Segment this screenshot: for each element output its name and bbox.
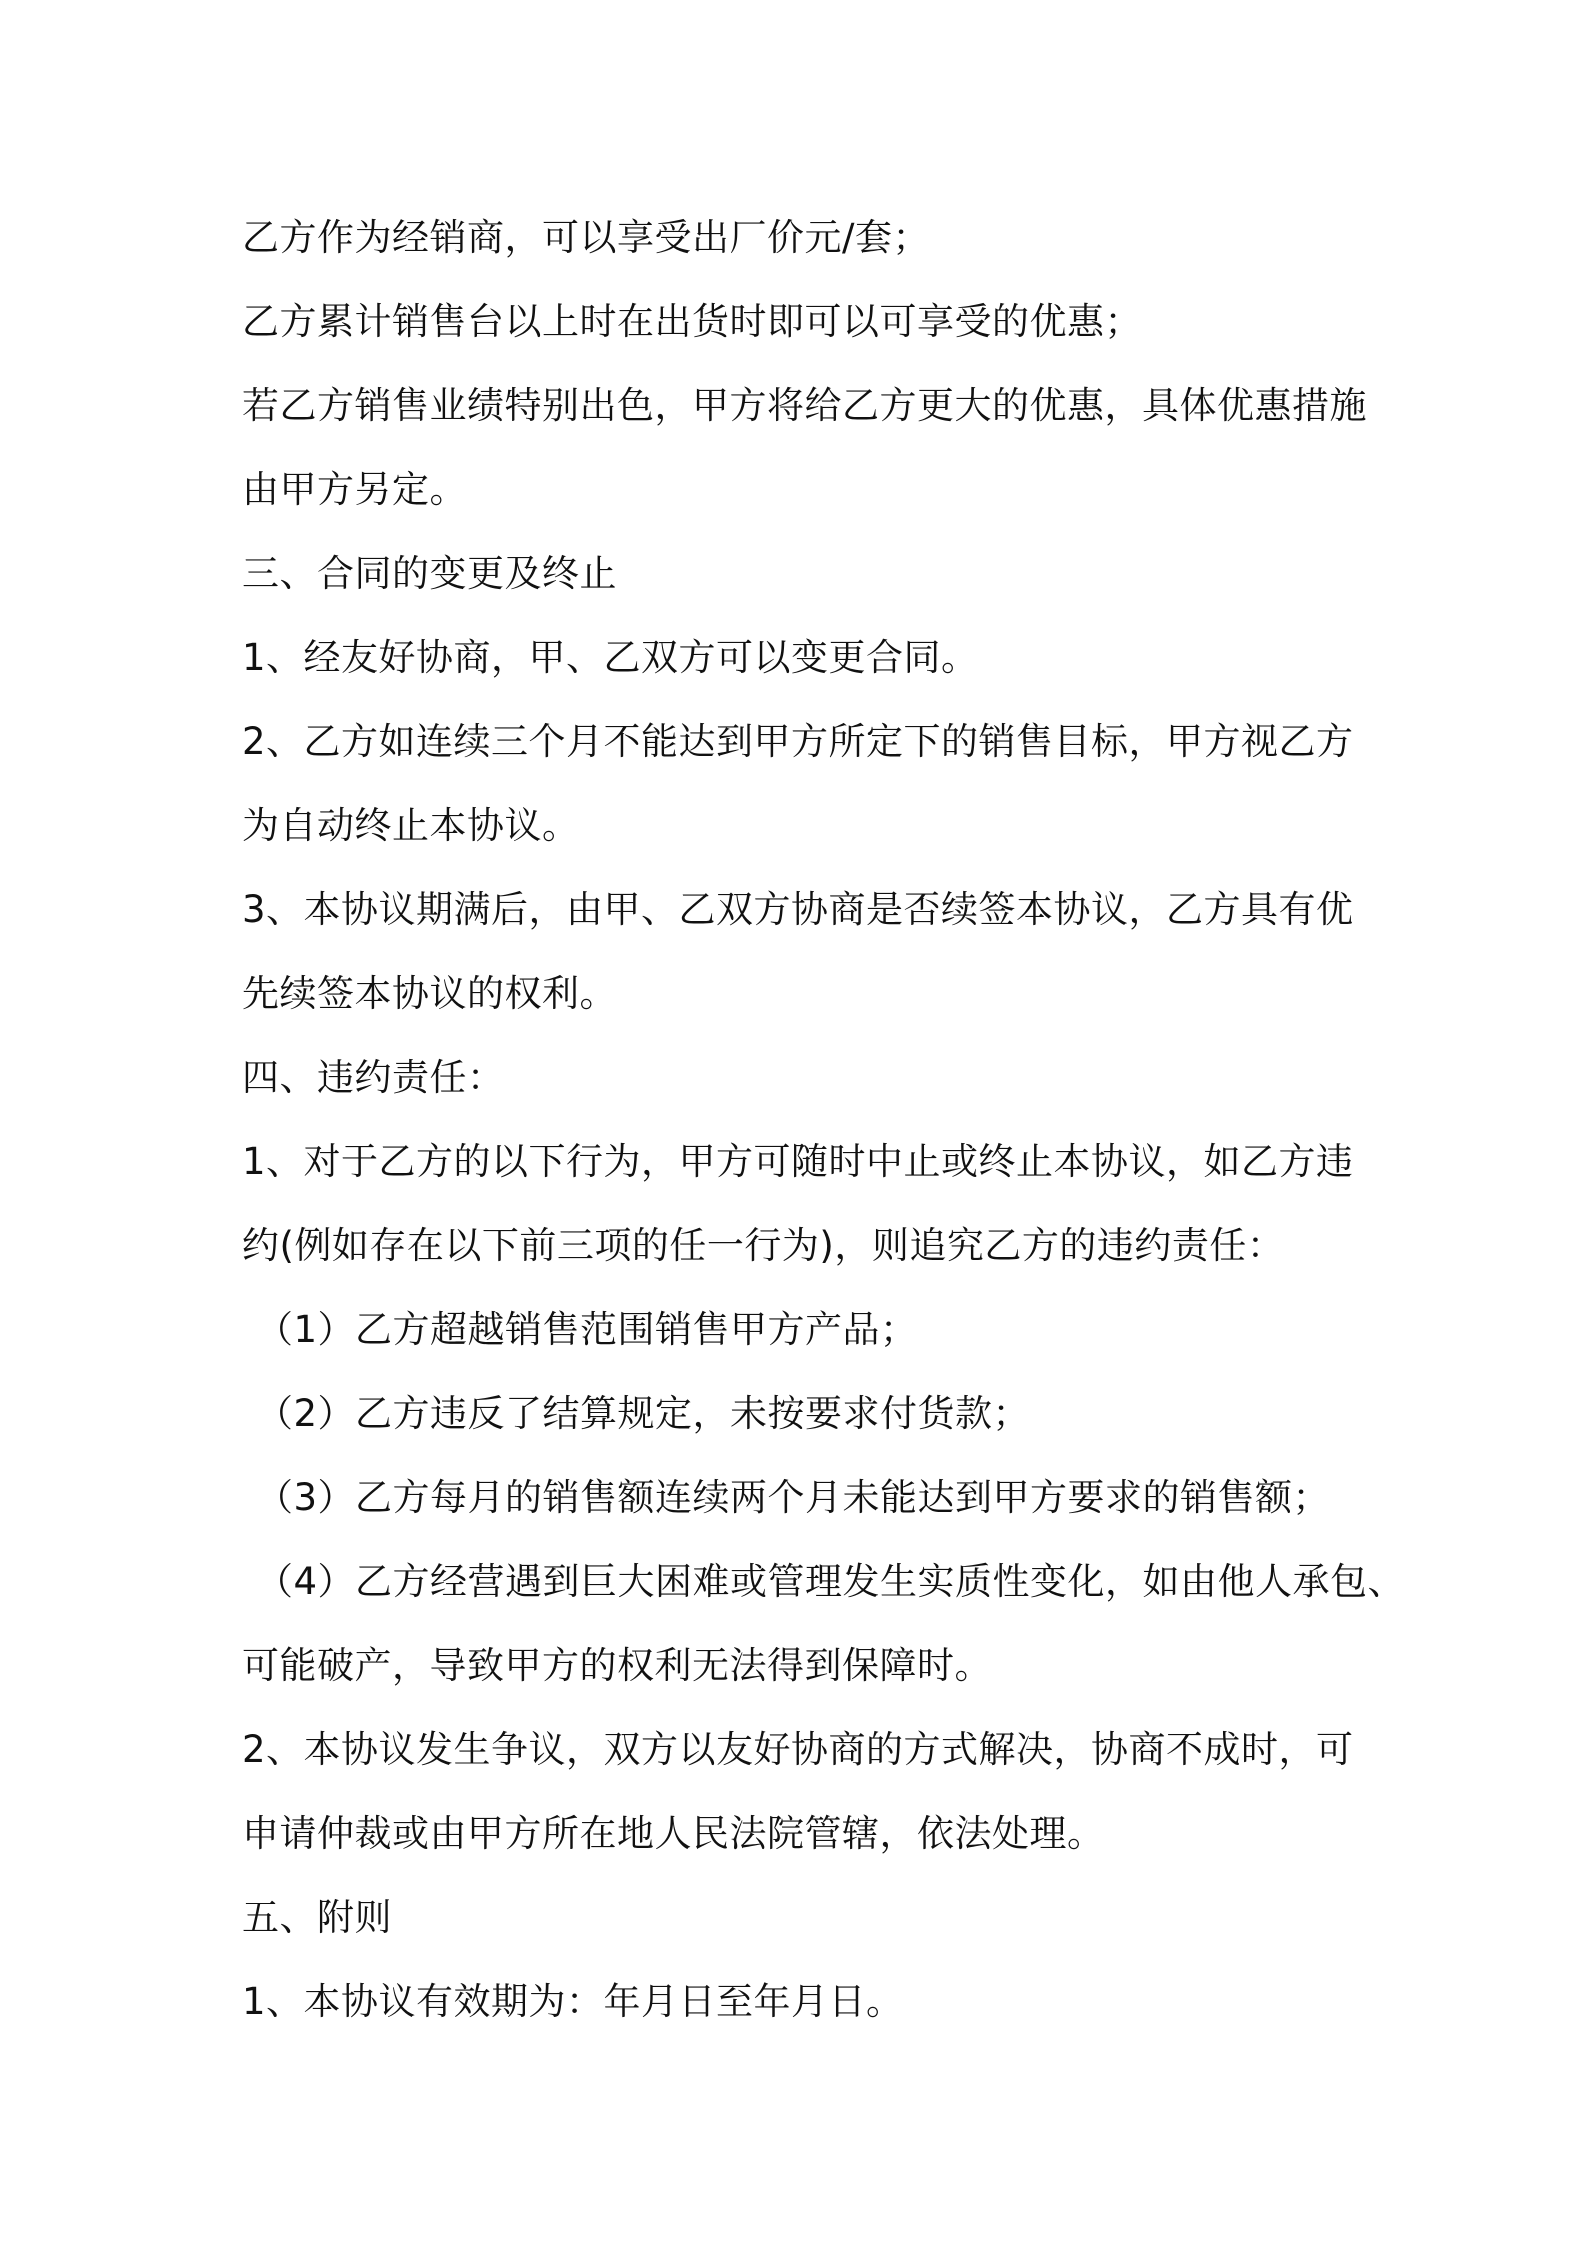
- text-line: 为自动终止本协议。: [242, 804, 580, 847]
- section-heading: 四、违约责任：: [242, 1056, 505, 1099]
- text-line: 1、本协议有效期为：年月日至年月日。: [242, 1980, 904, 2023]
- list-item: （1）乙方超越销售范围销售甲方产品；: [256, 1308, 918, 1351]
- document-body: [242, 196, 1406, 2044]
- list-item: （3）乙方每月的销售额连续两个月未能达到甲方要求的销售额；: [256, 1476, 1331, 1519]
- text-line: 约(例如存在以下前三项的任一行为)，则追究乙方的违约责任：: [242, 1224, 1285, 1267]
- text-line: 先续签本协议的权利。: [242, 972, 617, 1015]
- text-line: 2、本协议发生争议，双方以友好协商的方式解决，协商不成时，可: [242, 1728, 1354, 1771]
- text-line: 可能破产，导致甲方的权利无法得到保障时。: [242, 1644, 992, 1687]
- text-line: 1、对于乙方的以下行为，甲方可随时中止或终止本协议，如乙方违: [242, 1140, 1354, 1183]
- text-line: 申请仲裁或由甲方所在地人民法院管辖，依法处理。: [242, 1812, 1105, 1855]
- text-line: 乙方作为经销商，可以享受出厂价元/套；: [242, 216, 930, 259]
- section-heading: 五、附则: [242, 1896, 392, 1939]
- text-line: 若乙方销售业绩特别出色，甲方将给乙方更大的优惠，具体优惠措施: [242, 384, 1367, 427]
- text-line: 乙方累计销售台以上时在出货时即可以可享受的优惠；: [242, 300, 1142, 343]
- section-heading: 三、合同的变更及终止: [242, 552, 617, 595]
- text-line: 1、经友好协商，甲、乙双方可以变更合同。: [242, 636, 979, 679]
- list-item: （4）乙方经营遇到巨大困难或管理发生实质性变化，如由他人承包、: [256, 1560, 1406, 1603]
- list-item: （2）乙方违反了结算规定，未按要求付货款；: [256, 1392, 1031, 1435]
- text-line: 3、本协议期满后，由甲、乙双方协商是否续签本协议，乙方具有优: [242, 888, 1354, 931]
- text-line: 2、乙方如连续三个月不能达到甲方所定下的销售目标，甲方视乙方: [242, 720, 1354, 763]
- text-line: 由甲方另定。: [242, 468, 467, 511]
